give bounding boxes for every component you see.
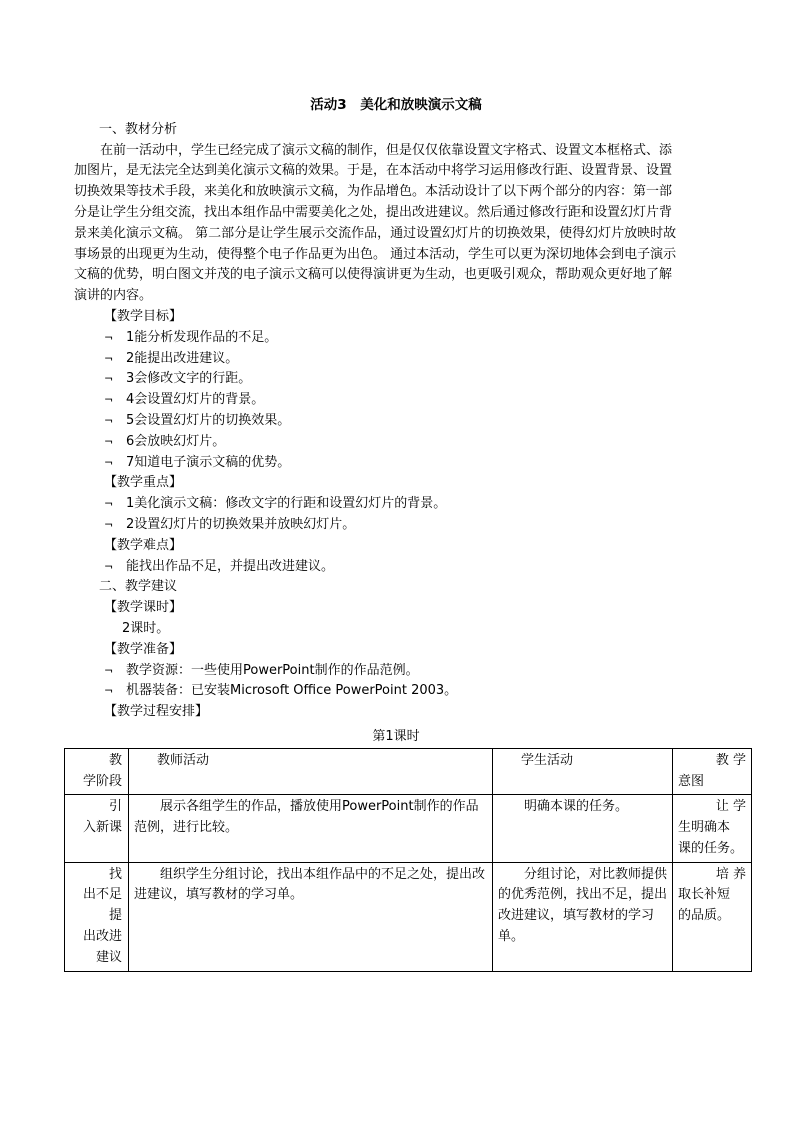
goal-item: ¬ 7知道电子演示文稿的优势。 (64, 453, 728, 474)
goal-item: ¬ 6会放映幻灯片。 (64, 432, 728, 453)
lesson-label: 第1课时 (372, 728, 420, 744)
goal-item: ¬ 4会设置幻灯片的背景。 (64, 390, 728, 411)
intent-cell: 培 养 取长补短 的品质。 (673, 862, 752, 971)
table-row (65, 862, 752, 971)
page-title: 活动3 美化和放映演示文稿 (310, 97, 482, 113)
intent-cell: 让 学 生明确本 课的任务。 (673, 795, 752, 862)
table-row (65, 795, 752, 862)
bullet-icon: ¬ (104, 330, 114, 344)
bullet-icon: ¬ (104, 351, 114, 365)
prep-resources: ¬ 教学资源：一些使用PowerPoint制作的作品范例。 (64, 661, 728, 682)
bullet-icon: ¬ (104, 517, 114, 531)
bullet-icon: ¬ (104, 684, 114, 698)
teacher-cell: 展示各组学生的作品，播放使用PowerPoint制作的作品范例，进行比较。 (129, 795, 493, 862)
stage-cell: 找 出不足 提 出改进 建议 (65, 862, 129, 971)
key-point-item: ¬ 2设置幻灯片的切换效果并放映幻灯片。 (64, 515, 728, 536)
goal-item: ¬ 1能分析发现作品的不足。 (64, 328, 728, 349)
prep-equipment: ¬ 机器装备：已安装Microsoft Office PowerPoint 2003。 (64, 681, 728, 702)
difficulty-heading: 【教学难点】 (104, 537, 183, 553)
bullet-icon: ¬ (104, 413, 114, 427)
student-cell: 明确本课的任务。 (493, 795, 673, 862)
table-header-row (65, 748, 752, 795)
header-student: 学生活动 (493, 748, 673, 795)
bullet-icon: ¬ (104, 372, 114, 386)
goal-item: ¬ 3会修改文字的行距。 (64, 369, 728, 390)
header-stage: 教 学阶段 (65, 748, 129, 795)
intro-line: 加图片，是无法完全达到美化演示文稿的效果。于是，在本活动中将学习运用修改行距、设置背景、设置 (74, 163, 673, 179)
bullet-icon: ¬ (104, 455, 114, 469)
section-heading-suggestions: 二、教学建议 (99, 579, 178, 595)
goal-item: ¬ 2能提出改进建议。 (64, 349, 728, 370)
intro-line: 演讲的内容。 (74, 288, 153, 304)
header-teacher: 教师活动 (129, 748, 493, 795)
bullet-icon: ¬ (104, 434, 114, 448)
stage-cell: 引 入新课 (65, 795, 129, 862)
intro-line: 事场景的出现更为生动，使得整个电子作品更为出色。 通过本活动，学生可以更为深切地体会到电子演示 (74, 246, 677, 262)
process-heading: 【教学过程安排】 (104, 704, 209, 720)
header-intent: 教 学 意图 (673, 748, 752, 795)
intro-line: 景来美化演示文稿。 第二部分是让学生展示交流作品，通过设置幻灯片的切换效果，使得幻灯片放映时故 (74, 225, 677, 241)
key-points-heading: 【教学重点】 (104, 475, 183, 491)
intro-line: 分是让学生分组交流，找出本组作品中需要美化之处，提出改进建议。然后通过修改行距和设置幻灯片背 (74, 204, 673, 220)
difficulty-item: ¬ 能找出作品不足，并提出改进建议。 (64, 557, 728, 578)
lesson-table (64, 748, 752, 972)
bullet-icon: ¬ (104, 393, 114, 407)
intro-line: 文稿的优势，明白图文并茂的电子演示文稿可以使得演讲更为生动，也更吸引观众，帮助观众更好地了解 (74, 267, 673, 283)
bullet-icon: ¬ (104, 497, 114, 511)
student-cell: 分组讨论，对比教师提供的优秀范例，找出不足，提出改进建议，填写教材的学习单。 (493, 862, 673, 971)
key-point-item: ¬ 1美化演示文稿：修改文字的行距和设置幻灯片的背景。 (64, 494, 728, 515)
intro-line: 在前一活动中，学生已经完成了演示文稿的制作，但是仅仅依靠设置文字格式、设置文本框格式、添 (100, 142, 673, 158)
hours-heading: 【教学课时】 (104, 600, 183, 616)
goals-heading: 【教学目标】 (104, 308, 183, 324)
bullet-icon: ¬ (104, 559, 114, 573)
intro-line: 切换效果等技术手段，来美化和放映演示文稿，为作品增色。本活动设计了以下两个部分的内容：第一部 (74, 184, 673, 200)
teacher-cell: 组织学生分组讨论，找出本组作品中的不足之处，提出改进建议，填写教材的学习单。 (129, 862, 493, 971)
section-heading-analysis: 一、教材分析 (99, 121, 178, 137)
document-page (64, 92, 746, 972)
bullet-icon: ¬ (104, 663, 114, 677)
hours-value: 2课时。 (122, 620, 170, 636)
intro-paragraph (64, 141, 728, 307)
prep-heading: 【教学准备】 (104, 641, 183, 657)
goal-item: ¬ 5会设置幻灯片的切换效果。 (64, 411, 728, 432)
